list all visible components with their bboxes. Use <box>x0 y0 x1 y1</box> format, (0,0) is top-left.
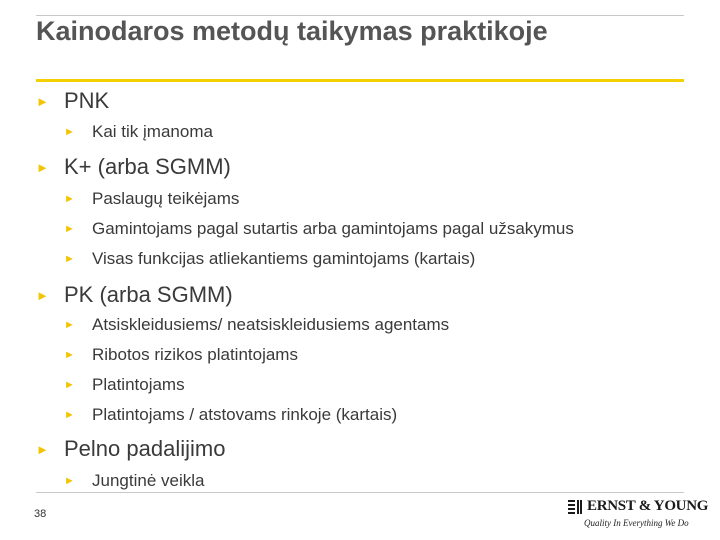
bullet-arrow-icon: ► <box>36 160 49 175</box>
logo-wordmark: ERNST & YOUNG <box>587 498 709 514</box>
sub-bullet-text: Visas funkcijas atliekantiems gamintojams (kartais) <box>92 249 476 268</box>
bullet-arrow-icon: ► <box>36 94 49 109</box>
sub-bullet-text: Platintojams / atstovams rinkoje (kartais) <box>92 405 398 424</box>
bullet-text: Pelno padalijimo <box>64 436 226 461</box>
bullet-text: K+ (arba SGMM) <box>64 154 231 179</box>
bullet-arrow-icon: ► <box>64 223 75 235</box>
sub-bullet-text: Platintojams <box>92 375 185 394</box>
bullet-text: PNK <box>64 88 110 113</box>
bullet-arrow-icon: ► <box>64 253 75 265</box>
slide-title: Kainodaros metodų taikymas praktikoje <box>36 16 548 46</box>
footer-divider <box>36 492 684 493</box>
title-underline-accent <box>36 79 684 82</box>
bullet-arrow-icon: ► <box>64 379 75 391</box>
bullet-arrow-icon: ► <box>64 126 75 138</box>
ernst-young-logo <box>568 497 709 533</box>
bullet-text: PK (arba SGMM) <box>64 282 233 307</box>
page-number: 38 <box>34 508 47 520</box>
ey-logo-mark-icon <box>568 499 584 515</box>
sub-bullet-text: Paslaugų teikėjams <box>92 189 240 208</box>
bullet-arrow-icon: ► <box>64 475 75 487</box>
bullet-arrow-icon: ► <box>64 193 75 205</box>
bullet-arrow-icon: ► <box>36 288 49 303</box>
logo-tagline: Quality In Everything We Do <box>584 518 689 528</box>
sub-bullet-text: Gamintojams pagal sutartis arba gamintojams pagal užsakymus <box>92 219 574 238</box>
bullet-arrow-icon: ► <box>36 442 49 457</box>
sub-bullet-text: Kai tik įmanoma <box>92 122 213 141</box>
sub-bullet-text: Ribotos rizikos platintojams <box>92 345 298 364</box>
sub-bullet-text: Jungtinė veikla <box>92 471 205 490</box>
bullet-arrow-icon: ► <box>64 409 75 421</box>
sub-bullet-text: Atsiskleidusiems/ neatsiskleidusiems agentams <box>92 315 450 334</box>
bullet-arrow-icon: ► <box>64 319 75 331</box>
bullet-arrow-icon: ► <box>64 349 75 361</box>
